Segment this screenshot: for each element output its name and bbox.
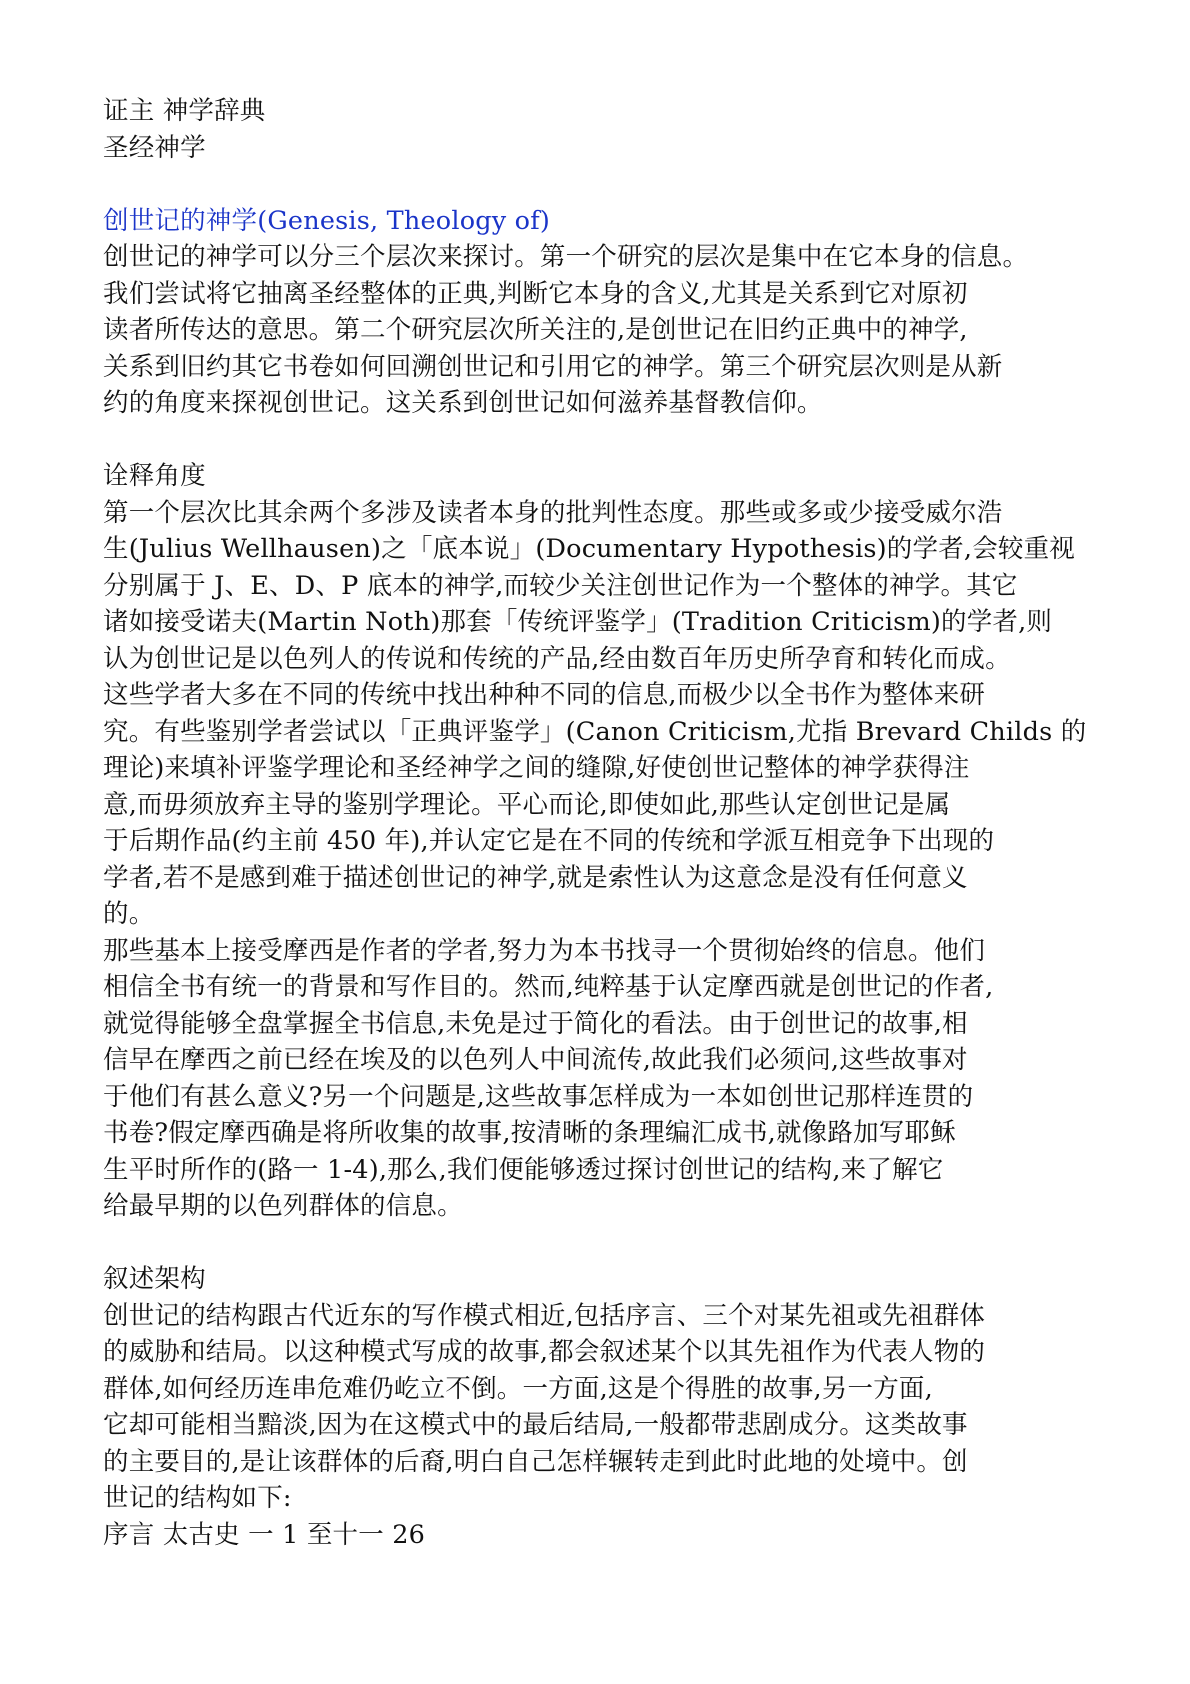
- text-line: 于后期作品(约主前 450 年),并认定它是在不同的传统和学派互相竞争下出现的: [103, 826, 995, 856]
- text-line: 认为创世记是以色列人的传说和传统的产品,经由数百年历史所孕育和转化而成。: [103, 643, 1011, 674]
- interpretation-paragraph-1: [103, 495, 1093, 933]
- text-line: 理论)来填补评鉴学理论和圣经神学之间的缝隙,好使创世记整体的神学获得注: [103, 753, 970, 783]
- text-line: 的威胁和结局。以这种模式写成的故事,都会叙述某个以其先祖作为代表人物的: [103, 1337, 986, 1367]
- text-line: 那些基本上接受摩西是作者的学者,努力为本书找寻一个贯彻始终的信息。他们: [103, 935, 986, 966]
- text-line: 给最早期的以色列群体的信息。: [103, 1191, 463, 1221]
- text-line: 创世记的神学可以分三个层次来探讨。第一个研究的层次是集中在它本身的信息。: [103, 242, 1029, 272]
- article-title[interactable]: 创世记的神学(Genesis, Theology of): [103, 205, 551, 236]
- section-heading-narrative: 叙述架构: [103, 1264, 206, 1294]
- text-line: 书卷?假定摩西确是将所收集的故事,按清晰的条理编汇成书,就像路加写耶稣: [103, 1118, 956, 1148]
- narrative-paragraph: [103, 1298, 1093, 1517]
- text-line: 相信全书有统一的背景和写作目的。然而,纯粹基于认定摩西就是创世记的作者,: [103, 972, 994, 1002]
- text-line: 关系到旧约其它书卷如何回溯创世记和引用它的神学。第三个研究层次则是从新: [103, 351, 1003, 382]
- header-line-2: 圣经神学: [103, 132, 206, 163]
- text-line: 信早在摩西之前已经在埃及的以色列人中间流传,故此我们必须问,这些故事对: [103, 1045, 968, 1075]
- spacer: [103, 1225, 1093, 1262]
- text-line: 生(Julius Wellhausen)之「底本说」(Documentary Hypothesis)的学者,会较重视: [103, 534, 1076, 564]
- text-line: 究。有些鉴别学者尝试以「正典评鉴学」(Canon Criticism,尤指 Brevard Childs 的: [103, 716, 1087, 747]
- section-heading-interpretation: 诠释角度: [103, 461, 206, 491]
- text-line: 群体,如何经历连串危难仍屹立不倒。一方面,这是个得胜的故事,另一方面,: [103, 1373, 933, 1404]
- text-line: 读者所传达的意思。第二个研究层次所关注的,是创世记在旧约正典中的神学,: [103, 315, 968, 345]
- text-line: 创世记的结构跟古代近东的写作模式相近,包括序言、三个对某先祖或先祖群体: [103, 1300, 986, 1331]
- text-line: 学者,若不是感到难于描述创世记的神学,就是索性认为这意念是没有任何意义: [103, 862, 968, 893]
- text-line: 生平时所作的(路一 1-4),那么,我们便能够透过探讨创世记的结构,来了解它: [103, 1154, 944, 1185]
- text-line: 分别属于 J、E、D、P 底本的神学,而较少关注创世记作为一个整体的神学。其它: [103, 570, 1018, 601]
- text-line: 约的角度来探视创世记。这关系到创世记如何滋养基督教信仰。: [103, 388, 823, 418]
- text-line: 意,而毋须放弃主导的鉴别学理论。平心而论,即使如此,那些认定创世记是属: [103, 789, 951, 820]
- text-line: 的主要目的,是让该群体的后裔,明白自己怎样辗转走到此时此地的处境中。创: [103, 1446, 968, 1477]
- document-page: [103, 93, 1093, 1553]
- text-line: 于他们有甚么意义?另一个问题是,这些故事怎样成为一本如创世记那样连贯的: [103, 1081, 974, 1112]
- interpretation-paragraph-2: [103, 933, 1093, 1225]
- text-line: 它却可能相当黯淡,因为在这模式中的最后结局,一般都带悲剧成分。这类故事: [103, 1410, 968, 1440]
- text-line: 世记的结构如下:: [103, 1483, 292, 1513]
- text-line: 我们尝试将它抽离圣经整体的正典,判断它本身的含义,尤其是关系到它对原初: [103, 278, 968, 309]
- text-line: 就觉得能够全盘掌握全书信息,未免是过于简化的看法。由于创世记的故事,相: [103, 1008, 968, 1039]
- outline-line: 序言 太古史 一 1 至十一 26: [103, 1519, 426, 1550]
- text-line: 诸如接受诺夫(Martin Noth)那套「传统评鉴学」(Tradition Criticism)的学者,则: [103, 607, 1053, 637]
- intro-paragraph: [103, 239, 1093, 422]
- text-line: 第一个层次比其余两个多涉及读者本身的批判性态度。那些或多或少接受威尔浩: [103, 497, 1003, 528]
- spacer: [103, 166, 1093, 203]
- spacer: [103, 422, 1093, 459]
- text-line: 这些学者大多在不同的传统中找出种种不同的信息,而极少以全书作为整体来研: [103, 680, 986, 710]
- header-line-1: 证主 神学辞典: [103, 96, 266, 126]
- text-line: 的。: [103, 899, 155, 929]
